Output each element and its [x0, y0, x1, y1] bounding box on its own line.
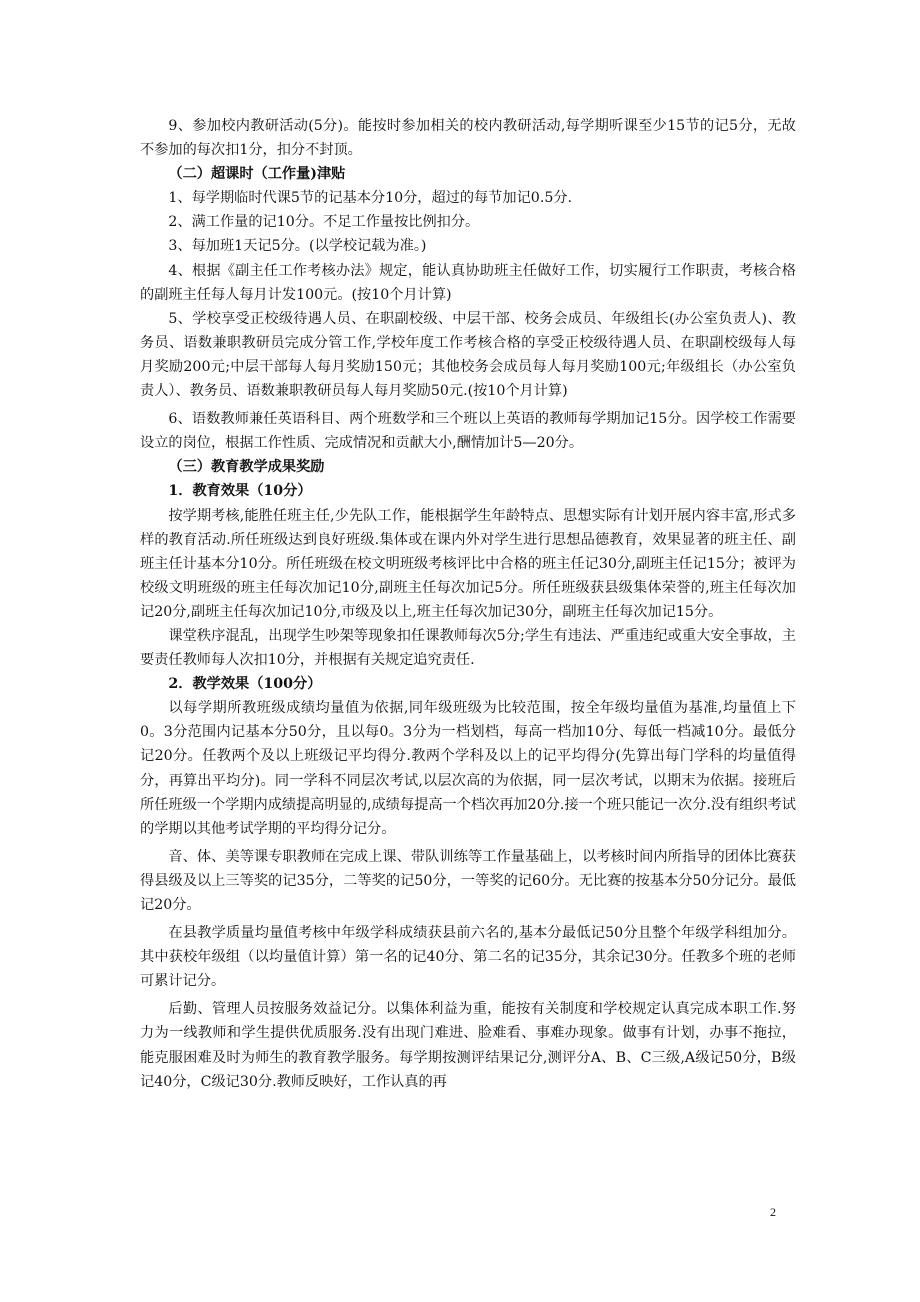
- page-number: 2: [770, 1205, 776, 1219]
- paragraph-teaching-effect-4: 后勤、管理人员按服务效益记分。以集体利益为重，能按有关制度和学校规定认真完成本职工作.努力为一线教师和学生提供优质服务.没有出现门难进、脸难看、事难办现象。做事有计划，办事不拖拉，能克服困难及时为师生的教育教学服务。每学期按测评结果记分,测评分A、B、C三级,A级记50分，B级记40分，C级记30分.教师反映好，工作认真的再: [140, 1001, 796, 1090]
- paragraph-s2-6: 6、语数教师兼任英语科目、两个班数学和三个班以上英语的教师每学期加记15分。因学校工作需要设立的岗位，根据工作性质、完成情况和贡献大小,酬情加计5—20分。: [140, 411, 796, 452]
- paragraph-education-effect-2: 课堂秩序混乱，出现学生吵架等现象扣任课教师每次5分;学生有违法、严重违纪或重大安全事故，主要责任教师每人次扣10分，并根据有关规定追究责任.: [140, 627, 796, 669]
- paragraph-teaching-effect-3: 在县教学质量均量值考核中年级学科成绩获县前六名的,基本分最低记50分且整个年级学科组加分。其中获校年级组（以均量值计算）第一名的记40分、第二名的记35分，其余记30分。任教多个班的老师可累计记分。: [140, 925, 796, 990]
- paragraph-s2-5: 5、学校享受正校级待遇人员、在职副校级、中层干部、校务会成员、年级组长(办公室负责人)、教务员、语数兼职教研员完成分管工作,学校年度工作考核合格的享受正校级待遇人员、在职副校级每人每月奖励200元;中层干部每人每月奖励150元；其他校务会成员每人每月奖励100元;年级组长（办公室负责人）、教务员、语数兼职教研员每人每月奖励50元.(按10个月计算): [140, 310, 796, 400]
- subsection-heading-teaching-effect: 2．教学效果（100分）: [168, 676, 322, 693]
- paragraph-education-effect-1: 按学期考核,能胜任班主任,少先队工作，能根据学生年龄特点、思想实际有计划开展内容丰富,形式多样的教育活动.所任班级达到良好班级.集体或在课内外对学生进行思想品德教育，效果显著的班主任、副班主任计基本分10分。所任班级在校文明班级考核评比中合格的班主任记30分,副班主任记15分；被评为校级文明班级的班主任每次加记10分,副班主任每次加记5分。所任班级获县级集体荣誉的,班主任每次加记20分,副班主任每次加记10分,市级及以上,班主任每次加记30分，副班主任每次加记15分。: [140, 507, 796, 620]
- paragraph-item-9: 9、参加校内教研活动(5分)。能按时参加相关的校内教研活动,每学期听课至少15节的记5分，无故不参加的每次扣1分，扣分不封顶。: [140, 118, 796, 159]
- subsection-heading-education-effect: 1．教育效果（10分）: [168, 483, 312, 500]
- section-heading-3: （三）教育教学成果奖励: [168, 459, 325, 476]
- paragraph-teaching-effect-2: 音、体、美等课专职教师在完成上课、带队训练等工作量基础上，以考核时间内所指导的团体比赛获得县级及以上三等奖的记35分，二等奖的记50分，一等奖的记60分。无比赛的按基本分50分记分。最低记20分。: [140, 848, 796, 913]
- paragraph-teaching-effect-1: 以每学期所教班级成绩均量值为依据,同年级班级为比较范围，按全年级均量值为基准,均量值上下0。3分范围内记基本分50分，且以每0。3分为一档划档，每高一档加10分、每低一档减10分。最低分记20分。任教两个及以上班级记平均得分.教两个学科及以上的记平均得分(先算出每门学科的均量值得分，再算出平均分)。同一学科不同层次考试,以层次高的为依据，同一层次考试，以期末为依据。接班后所任班级一个学期内成绩提高明显的,成绩每提高一个档次再加20分.接一个班只能记一次分.没有组织考试的学期以其他考试学期的平均得分记分。: [140, 700, 796, 837]
- paragraph-s2-1: 1、每学期临时代课5节的记基本分10分，超过的每节加记0.5分.: [168, 190, 573, 207]
- section-heading-2: （二）超课时（工作量)津贴: [168, 166, 346, 183]
- document-body: [140, 114, 796, 1094]
- paragraph-s2-2: 2、满工作量的记10分。不足工作量按比例扣分。: [168, 214, 480, 231]
- paragraph-s2-4: 4、根据《副主任工作考核办法》规定，能认真协助班主任做好工作，切实履行工作职责，考核合格的副班主任每人每月计发100元。(按10个月计算): [140, 262, 796, 303]
- paragraph-s2-3: 3、每加班1天记5分。(以学校记载为准。): [168, 238, 427, 255]
